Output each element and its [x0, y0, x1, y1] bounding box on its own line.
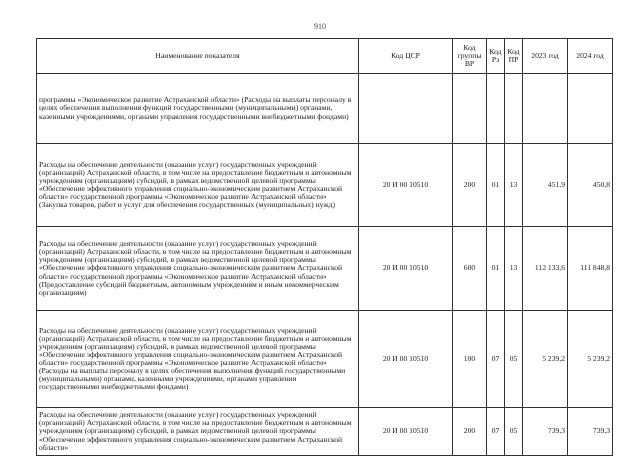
row-2024: 739,3 — [568, 408, 613, 456]
row-name: Расходы на обеспечение деятельности (оказание услуг) государственных учреждений (организаций) Астраханской области, в том числе на предоставление бюджетным и автономным учреждениям (организациям) субсидий, в рамках ведомственной целевой программы «Обеспечение эффективного управления социально-экономическим развитием Астраханской области» государственной программы «Экономическое развитие Астраханской области» (Закупка товаров, работ и услуг для обеспечения государственных (муниципальных) нужд) — [37, 144, 359, 227]
budget-table — [36, 38, 613, 456]
row-rz: 01 — [487, 227, 505, 311]
row-vr: 200 — [453, 408, 487, 456]
header-2024: 2024 год — [568, 39, 613, 74]
table-row — [37, 144, 613, 227]
header-rz: Код Рз — [487, 39, 505, 74]
row-pr: 05 — [505, 311, 523, 408]
row-name: Расходы на обеспечение деятельности (оказание услуг) государственных учреждений (организаций) Астраханской области, в том числе на предоставление бюджетным и автономным учреждениям (организациям) субсидий, в рамках ведомственной целевой программы «Обеспечение эффективного управления социально-экономическим развитием Астраханской области» государственной программы «Экономическое развитие Астраханской области» (Расходы на выплаты персоналу в целях обеспечения выполнения функций государственными (муниципальными) органами, казенными учреждениями, органами управления государственными внебюджетными фондами) — [37, 311, 359, 408]
header-2023: 2023 год — [523, 39, 568, 74]
header-pr: Код ПР — [505, 39, 523, 74]
row-rz: 01 — [487, 144, 505, 227]
header-name: Наименование показателя — [37, 39, 359, 74]
table-row — [37, 311, 613, 408]
row-code — [359, 74, 453, 144]
row-pr — [505, 74, 523, 144]
header-vr: Код группы ВР — [453, 39, 487, 74]
row-vr: 600 — [453, 227, 487, 311]
row-name: программы «Экономическое развитие Астраханской области» (Расходы на выплаты персоналу в целях обеспечения выполнения функций государственными (муниципальными) органами, казенными учреждениями, органами управления государственными внебюджетными фондами) — [37, 74, 359, 144]
page-number: 910 — [314, 22, 326, 31]
table-header-row — [37, 39, 613, 74]
table-row — [37, 227, 613, 311]
row-pr: 13 — [505, 144, 523, 227]
row-pr: 05 — [505, 408, 523, 456]
row-code: 20 И 00 10510 — [359, 311, 453, 408]
row-vr: 200 — [453, 144, 487, 227]
row-code: 20 И 00 10510 — [359, 144, 453, 227]
row-2023: 451,9 — [523, 144, 568, 227]
row-pr: 13 — [505, 227, 523, 311]
row-code: 20 И 00 10510 — [359, 408, 453, 456]
row-2023 — [523, 74, 568, 144]
table-row — [37, 74, 613, 144]
row-rz: 07 — [487, 408, 505, 456]
table-row — [37, 408, 613, 456]
row-2024 — [568, 74, 613, 144]
row-vr — [453, 74, 487, 144]
row-name: Расходы на обеспечение деятельности (оказание услуг) государственных учреждений (организаций) Астраханской области, в том числе на предоставление бюджетным и автономным учреждениям (организациям) субсидий, в рамках ведомственной целевой программы «Обеспечение эффективного управления социально-экономическим развитием Астраханской области» государственной программы «Экономическое развитие Астраханской области» (Предоставление субсидий бюджетным, автономным учреждениям и иным некоммерческим организациям) — [37, 227, 359, 311]
row-vr: 100 — [453, 311, 487, 408]
row-2024: 5 239,2 — [568, 311, 613, 408]
row-2023: 739,3 — [523, 408, 568, 456]
row-2023: 112 133,6 — [523, 227, 568, 311]
header-code: Код ЦСР — [359, 39, 453, 74]
row-name: Расходы на обеспечение деятельности (оказание услуг) государственных учреждений (организаций) Астраханской области, в том числе на предоставление бюджетным и автономным учреждениям (организациям) субсидий, в рамках ведомственной целевой программы «Обеспечение эффективного управления социально-экономическим развитием Астраханской области» — [37, 408, 359, 456]
row-rz: 07 — [487, 311, 505, 408]
row-code: 20 И 00 10510 — [359, 227, 453, 311]
row-2023: 5 239,2 — [523, 311, 568, 408]
row-2024: 450,8 — [568, 144, 613, 227]
row-rz — [487, 74, 505, 144]
row-2024: 111 848,8 — [568, 227, 613, 311]
